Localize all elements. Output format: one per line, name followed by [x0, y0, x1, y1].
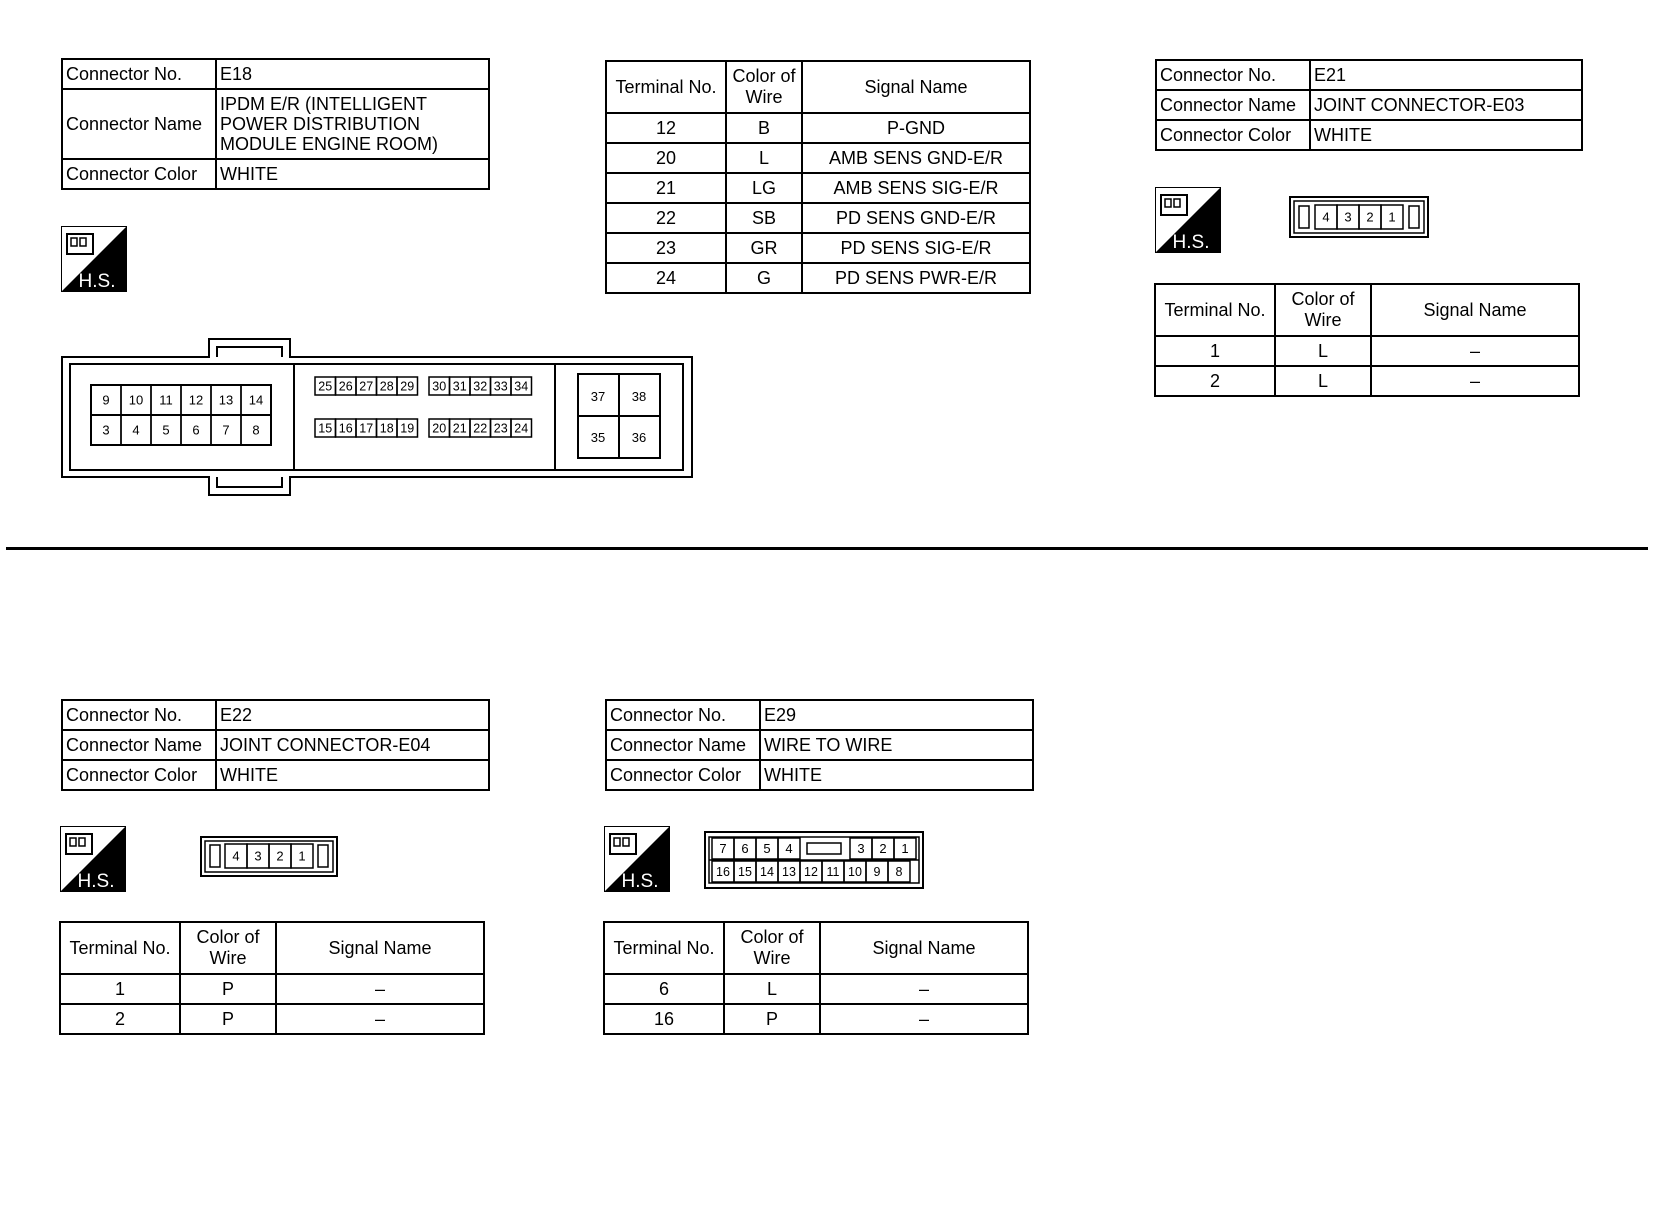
e22-terminal-rows — [60, 974, 484, 1034]
e21-terminal-row — [1155, 336, 1579, 366]
e22-terminal-row — [60, 1004, 484, 1034]
e21-pin-number: 2 — [1366, 209, 1374, 225]
e18-pin-number: 12 — [188, 392, 204, 408]
e18-hs-label: H.S. — [78, 271, 116, 292]
e22-color-cell: P — [180, 1004, 276, 1034]
e21-signal-cell: – — [1371, 366, 1579, 396]
e18-terminal-cell: 20 — [606, 143, 726, 173]
e18-pin-number: 16 — [338, 421, 353, 436]
e22-connector-name: JOINT CONNECTOR-E04 — [216, 730, 489, 760]
e21-color-header-line-2: Wire — [1304, 310, 1342, 330]
e18-pin-number: 23 — [493, 421, 508, 436]
e18-pin-number: 28 — [379, 379, 394, 394]
e29-signal-cell: – — [820, 974, 1028, 1004]
e21-connector-no: E21 — [1310, 60, 1582, 90]
e18-pin-number: 31 — [452, 379, 467, 394]
e29-color-cell: P — [724, 1004, 820, 1034]
e18-connector-name-label: Connector Name — [62, 89, 216, 159]
e18-color-cell: LG — [726, 173, 802, 203]
e18-connector-name-line-1: IPDM E/R (INTELLIGENT — [220, 94, 428, 114]
e18-info-table — [61, 58, 490, 190]
e22-connector-color-label: Connector Color — [62, 760, 216, 790]
e21-connector-name: JOINT CONNECTOR-E03 — [1310, 90, 1582, 120]
e22-connector-no: E22 — [216, 700, 489, 730]
e21-pin-number: 3 — [1344, 209, 1352, 225]
e18-color-cell: L — [726, 143, 802, 173]
e22-connector-color: WHITE — [216, 760, 489, 790]
e29-connector-color: WHITE — [760, 760, 1033, 790]
e21-connector-face — [1289, 196, 1429, 238]
e18-connector-no: E18 — [216, 59, 489, 89]
e18-connector-color: WHITE — [216, 159, 489, 189]
e18-signal-cell: PD SENS PWR-E/R — [802, 263, 1030, 293]
e22-connector-name-row — [62, 730, 489, 760]
e18-terminal-header: Terminal No. — [606, 61, 726, 113]
e18-pin-number: 18 — [379, 421, 394, 436]
e29-connector-face — [704, 831, 924, 889]
e21-terminal-cell: 1 — [1155, 336, 1275, 366]
e18-pin-number: 25 — [318, 379, 333, 394]
e29-pin-number: 8 — [895, 865, 903, 879]
e22-hs-harness-side-icon — [60, 826, 126, 892]
e29-pin-number: 10 — [848, 865, 862, 879]
e29-connector-no: E29 — [760, 700, 1033, 730]
e29-color-cell: L — [724, 974, 820, 1004]
e21-signal-cell: – — [1371, 336, 1579, 366]
e22-connector-name-label: Connector Name — [62, 730, 216, 760]
e18-connector-no-label: Connector No. — [62, 59, 216, 89]
e22-pin-number: 4 — [232, 848, 240, 864]
e29-terminal-rows — [604, 974, 1028, 1034]
e21-terminal-header-row — [1155, 284, 1579, 336]
e18-signal-header: Signal Name — [802, 61, 1030, 113]
e29-connector-name: WIRE TO WIRE — [760, 730, 1033, 760]
e29-terminal-cell: 16 — [604, 1004, 724, 1034]
e18-pin-number: 33 — [493, 379, 508, 394]
e18-connector-name — [216, 89, 489, 159]
e18-connector-name-row — [62, 89, 489, 159]
e22-terminal-cell: 1 — [60, 974, 180, 1004]
e18-pin-number: 5 — [162, 422, 170, 438]
e29-terminal-header-row — [604, 922, 1028, 974]
e21-connector-color-label: Connector Color — [1156, 120, 1310, 150]
e18-pin-number: 17 — [359, 421, 374, 436]
e22-signal-header: Signal Name — [276, 922, 484, 974]
e18-pin-number: 7 — [222, 422, 230, 438]
e29-terminal-header: Terminal No. — [604, 922, 724, 974]
e21-color-header — [1275, 284, 1371, 336]
e18-terminal-row — [606, 263, 1030, 293]
e21-connector-name-label: Connector Name — [1156, 90, 1310, 120]
e22-connector-no-row — [62, 700, 489, 730]
e18-color-header — [726, 61, 802, 113]
e18-connector-face — [60, 337, 695, 497]
e21-connector-color-row — [1156, 120, 1582, 150]
e18-connector-color-row — [62, 159, 489, 189]
section-divider — [6, 547, 1648, 550]
e18-pin-35: 35 — [590, 430, 606, 445]
e29-connector-no-row — [606, 700, 1033, 730]
e18-pin-number: 34 — [514, 379, 529, 394]
e22-terminal-header-row — [60, 922, 484, 974]
e22-terminal-cell: 2 — [60, 1004, 180, 1034]
e29-pin-number: 1 — [901, 841, 909, 857]
e29-hs-label: H.S. — [621, 871, 659, 892]
e18-pin-37: 37 — [590, 389, 606, 404]
e18-mid-pin-block — [315, 377, 532, 437]
e29-signal-header: Signal Name — [820, 922, 1028, 974]
e29-pin-number: 13 — [782, 865, 796, 879]
e22-connector-face — [200, 836, 338, 877]
e18-terminal-row — [606, 173, 1030, 203]
e18-terminal-row — [606, 203, 1030, 233]
e29-terminal-table — [603, 921, 1029, 1035]
e21-connector-no-label: Connector No. — [1156, 60, 1310, 90]
e18-signal-cell: AMB SENS SIG-E/R — [802, 173, 1030, 203]
e21-pin-number: 4 — [1322, 209, 1330, 225]
e22-signal-cell: – — [276, 1004, 484, 1034]
e22-color-cell: P — [180, 974, 276, 1004]
e18-terminal-table — [605, 60, 1031, 294]
e21-connector-color: WHITE — [1310, 120, 1582, 150]
e22-pin-number: 2 — [276, 848, 284, 864]
e18-color-header-line-2: Wire — [745, 87, 783, 107]
e21-terminal-table — [1154, 283, 1580, 397]
e29-pin-number: 15 — [738, 865, 752, 879]
e18-pin-number: 4 — [132, 422, 140, 438]
e29-connector-color-label: Connector Color — [606, 760, 760, 790]
e18-pin-number: 19 — [400, 421, 415, 436]
e22-terminal-row — [60, 974, 484, 1004]
e21-hs-harness-side-icon — [1155, 187, 1221, 253]
e22-connector-color-row — [62, 760, 489, 790]
e18-pin-number: 9 — [102, 392, 110, 408]
e29-connector-name-label: Connector Name — [606, 730, 760, 760]
e18-pin-number: 27 — [359, 379, 374, 394]
e18-pin-38: 38 — [631, 389, 647, 404]
e21-signal-header: Signal Name — [1371, 284, 1579, 336]
e29-pin-number: 12 — [804, 865, 818, 879]
e21-terminal-cell: 2 — [1155, 366, 1275, 396]
e18-pin-number: 8 — [252, 422, 260, 438]
e18-pin-number: 6 — [192, 422, 200, 438]
e18-pin-number: 29 — [400, 379, 415, 394]
e18-terminal-row — [606, 233, 1030, 263]
e21-terminal-row — [1155, 366, 1579, 396]
e21-color-cell: L — [1275, 366, 1371, 396]
e18-hs-harness-side-icon — [61, 226, 127, 292]
e22-info-table — [61, 699, 490, 791]
e18-color-cell: B — [726, 113, 802, 143]
e29-terminal-cell: 6 — [604, 974, 724, 1004]
e29-pin-number: 6 — [741, 841, 749, 857]
e18-pin-number: 10 — [128, 392, 144, 408]
e18-pin-number: 22 — [473, 421, 488, 436]
e22-pin-number: 3 — [254, 848, 262, 864]
e18-connector-color-label: Connector Color — [62, 159, 216, 189]
e21-terminal-header: Terminal No. — [1155, 284, 1275, 336]
e18-terminal-cell: 22 — [606, 203, 726, 233]
e18-pin-number: 20 — [432, 421, 447, 436]
e29-pin-number: 14 — [760, 865, 774, 879]
e18-pin-number: 26 — [338, 379, 353, 394]
e18-color-cell: GR — [726, 233, 802, 263]
e29-signal-cell: – — [820, 1004, 1028, 1034]
e22-color-header-line-2: Wire — [209, 948, 247, 968]
e29-connector-no-label: Connector No. — [606, 700, 760, 730]
e18-terminal-rows — [606, 113, 1030, 293]
e18-pin-number: 32 — [473, 379, 488, 394]
e18-pin-number: 21 — [452, 421, 467, 436]
e29-pin-number: 5 — [763, 841, 771, 857]
e18-pin-36: 36 — [631, 430, 647, 445]
e29-pin-number: 4 — [785, 841, 793, 857]
e18-signal-cell: PD SENS GND-E/R — [802, 203, 1030, 233]
e29-hs-harness-side-icon — [604, 826, 670, 892]
e21-hs-label: H.S. — [1172, 232, 1210, 253]
e18-pin-number: 11 — [159, 392, 173, 408]
e29-pin-number: 3 — [857, 841, 865, 857]
e29-key-slot — [807, 843, 841, 854]
e29-terminal-row — [604, 974, 1028, 1004]
e18-pin-number: 3 — [102, 422, 110, 438]
e18-connector-name-line-2: POWER DISTRIBUTION — [220, 114, 421, 134]
e18-terminal-cell: 24 — [606, 263, 726, 293]
e18-left-pin-block — [91, 385, 271, 445]
e22-color-header-line-1: Color of — [196, 927, 260, 947]
e21-info-table — [1155, 59, 1583, 151]
e18-color-cell: G — [726, 263, 802, 293]
e21-connector-no-row — [1156, 60, 1582, 90]
e18-terminal-header-row — [606, 61, 1030, 113]
e22-color-header — [180, 922, 276, 974]
e22-terminal-header: Terminal No. — [60, 922, 180, 974]
e21-color-cell: L — [1275, 336, 1371, 366]
e18-terminal-cell: 12 — [606, 113, 726, 143]
e29-terminal-row — [604, 1004, 1028, 1034]
e18-color-cell: SB — [726, 203, 802, 233]
e29-pin-number: 2 — [879, 841, 887, 857]
e22-connector-no-label: Connector No. — [62, 700, 216, 730]
e22-pin-number: 1 — [298, 848, 306, 864]
e29-pin-number: 16 — [716, 865, 730, 879]
e22-hs-label: H.S. — [77, 871, 115, 892]
e18-signal-cell: PD SENS SIG-E/R — [802, 233, 1030, 263]
e29-color-header — [724, 922, 820, 974]
e21-color-header-line-1: Color of — [1291, 289, 1355, 309]
e29-connector-color-row — [606, 760, 1033, 790]
e29-pin-number: 11 — [826, 865, 840, 879]
e29-info-table — [605, 699, 1034, 791]
e18-pin-number: 13 — [218, 392, 234, 408]
e18-right-pin-block — [578, 374, 660, 458]
e18-signal-cell: AMB SENS GND-E/R — [802, 143, 1030, 173]
e18-pin-number: 14 — [248, 392, 264, 408]
e29-pin-number: 7 — [719, 841, 727, 857]
e29-pin-number: 9 — [873, 865, 881, 879]
e22-signal-cell: – — [276, 974, 484, 1004]
e18-color-header-line-1: Color of — [732, 66, 796, 86]
e29-color-header-line-2: Wire — [753, 948, 791, 968]
e21-pin-number: 1 — [1388, 209, 1396, 225]
e18-connector-no-row — [62, 59, 489, 89]
e29-color-header-line-1: Color of — [740, 927, 804, 947]
e21-terminal-rows — [1155, 336, 1579, 396]
e18-pin-number: 15 — [318, 421, 333, 436]
e21-connector-name-row — [1156, 90, 1582, 120]
e29-connector-name-row — [606, 730, 1033, 760]
e18-terminal-cell: 21 — [606, 173, 726, 203]
e18-terminal-row — [606, 113, 1030, 143]
e18-connector-name-line-3: MODULE ENGINE ROOM) — [220, 134, 439, 154]
e22-terminal-table — [59, 921, 485, 1035]
e18-terminal-row — [606, 143, 1030, 173]
e18-pin-number: 24 — [514, 421, 529, 436]
e18-terminal-cell: 23 — [606, 233, 726, 263]
e18-pin-number: 30 — [432, 379, 447, 394]
e18-signal-cell: P-GND — [802, 113, 1030, 143]
